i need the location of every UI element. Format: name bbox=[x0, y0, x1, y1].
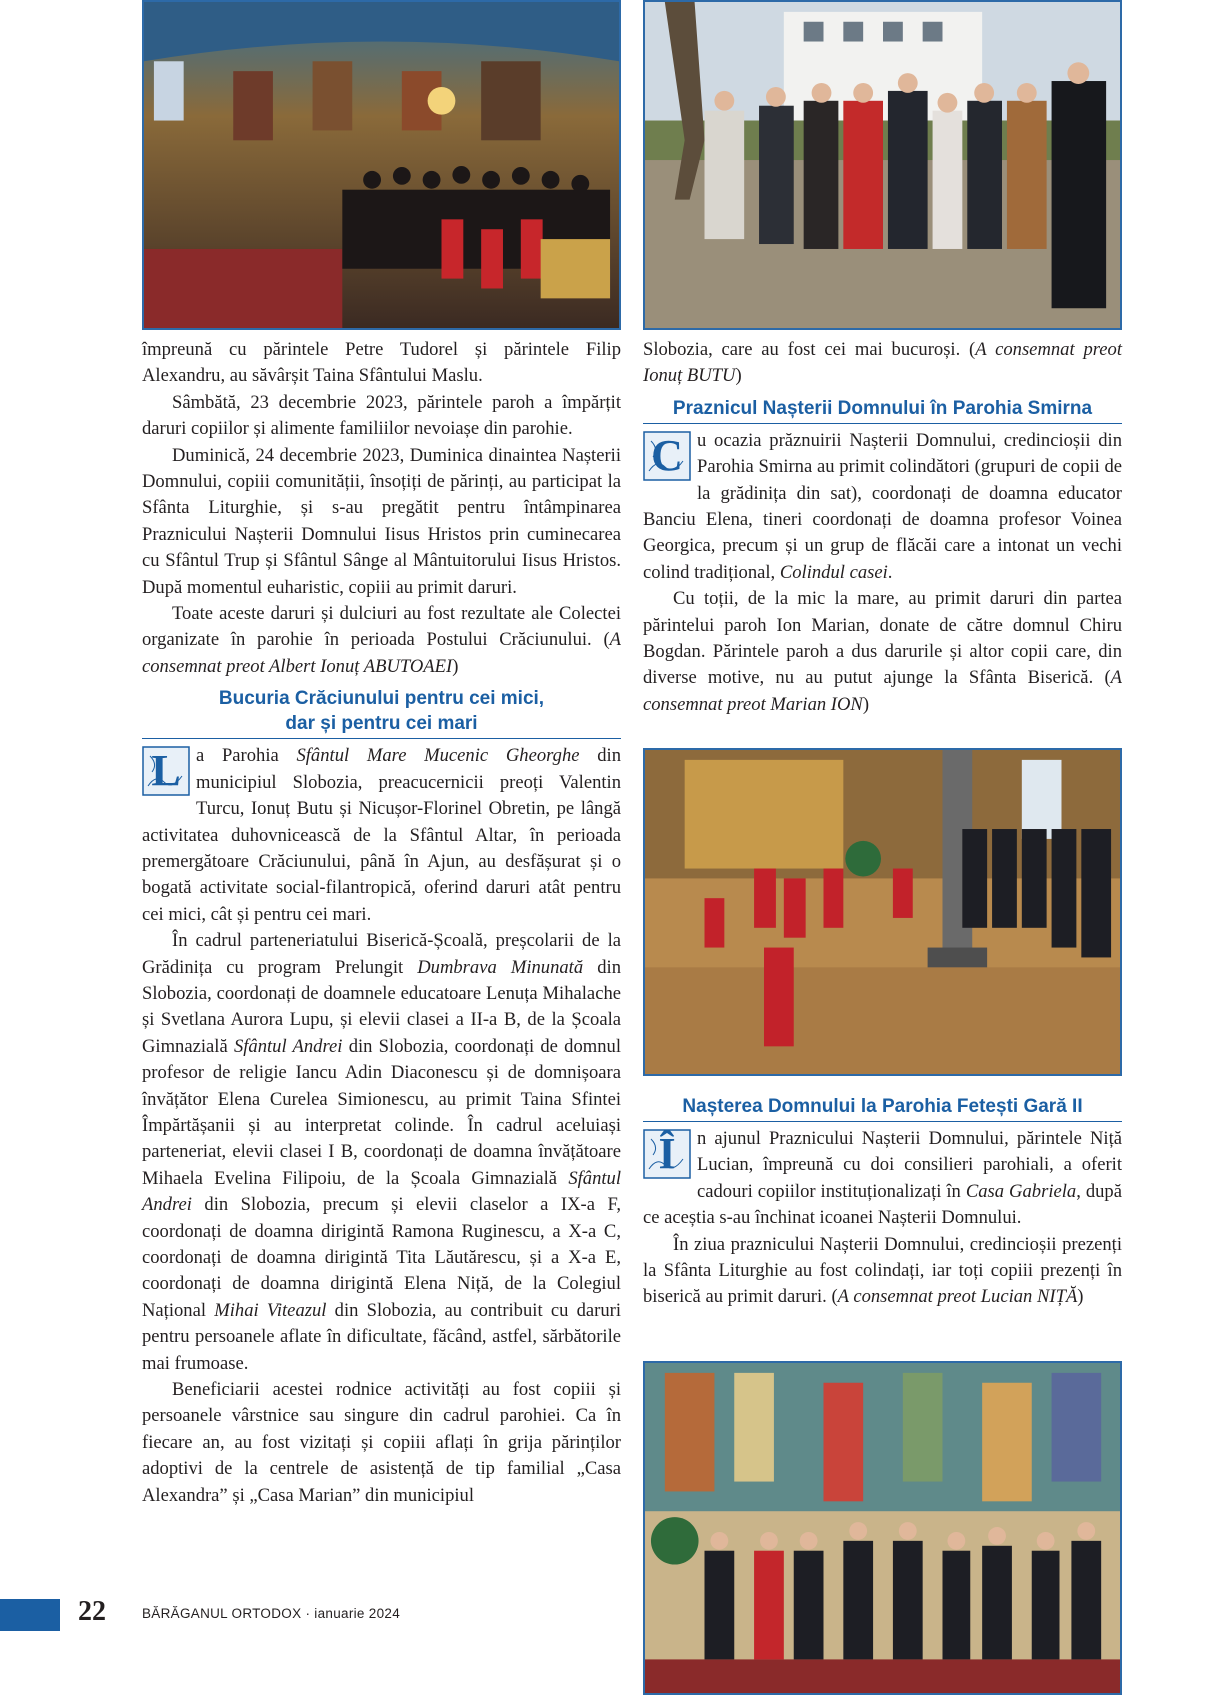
right-column-bottom bbox=[643, 1088, 1122, 1311]
paragraph: C u ocazia prăznuirii Nașterii Domnului, credincioșii din Parohia Smirna au primit colindători (grupuri de copii de la grădinița din sat), coordonați de doamna educator Banciu Elena, tineri coordonați de doamna profesor Voinea Georgica, precum și un grup de flăcăi care a intonat un vechi colind tradițional, Colindul casei. bbox=[643, 429, 1122, 583]
photo-children-caroling bbox=[643, 748, 1122, 1076]
paragraph: împreună cu părintele Petre Tudorel și părintele Filip Alexandru, au săvârșit Taina Sfântului Maslu. bbox=[142, 339, 621, 387]
page-number: 22 bbox=[78, 1596, 106, 1627]
author-signature: A consemnat preot Lucian NIȚĂ bbox=[837, 1286, 1078, 1308]
author-signature: A consemnat preot Marian ION bbox=[643, 667, 1122, 715]
paragraph: Î n ajunul Praznicului Nașterii Domnului, părintele Niță Lucian, împreună cu doi consilieri parohiali, a oferit cadouri copiilor instituționalizați în Casa Gabriela, după ce aceștia s-au închinat icoanei Nașterii Domnului. bbox=[643, 1128, 1122, 1229]
paragraph: Slobozia, care au fost cei mai bucuroși. (A consemnat preot Ionuț BUTU) bbox=[643, 339, 1123, 387]
photo-group-outdoor bbox=[643, 0, 1122, 330]
paragraph: În ziua praznicului Nașterii Domnului, credincioșii prezenți la Sfânta Liturghie au fost colindați, iar toți copiii prezenți în biserică au primit daruri. (A consemnat preot Lucian NIȚĂ) bbox=[643, 1233, 1122, 1308]
ornamental-initial: L bbox=[142, 746, 190, 796]
photo-group-church-fetesti bbox=[643, 1361, 1122, 1695]
footer-publication: BĂRĂGANUL ORTODOX · ianuarie 2024 bbox=[142, 1606, 401, 1621]
photo-church-children bbox=[142, 0, 621, 330]
paragraph: Duminică, 24 decembrie 2023, Duminica dinaintea Nașterii Domnului, copiii comunității, însoțiți de părinți, au participat la Sfânta Liturghie, și s-au pregătit pentru întâmpinarea Praznicului Nașterii Domnului Iisus Hristos prin cuminecarea cu Sfântul Trup și Sfântul Sânge al Mântuitorului Iisus Hristos. După momentul euharistic, copiii au primit daruri. bbox=[142, 444, 621, 598]
ornamental-initial: Î bbox=[643, 1129, 691, 1179]
ornamental-initial: C bbox=[643, 431, 691, 481]
section-heading: Bucuria Crăciunului pentru cei mici, dar și pentru cei mari bbox=[142, 686, 621, 739]
paragraph: Cu toții, de la mic la mare, au primit daruri din partea părintelui paroh Ion Marian, donate de către domnul Chiru Bogdan. Părintele paroh a dus darurile și altor copii care, din diverse motive, nu au putut ajunge la Sfânta Biserică. (A consemnat preot Marian ION) bbox=[643, 588, 1122, 715]
paragraph: Toate aceste daruri și dulciuri au fost rezultate ale Colectei organizate în parohie în perioada Postului Crăciunului. (A consemnat preot Albert Ionuț ABUTOAEI) bbox=[142, 603, 621, 677]
author-signature: A consemnat preot Ionuț BUTU bbox=[643, 339, 1123, 387]
left-column bbox=[142, 337, 621, 1509]
paragraph: Sâmbătă, 23 decembrie 2023, părintele paroh a împărțit daruri copiilor și alimente familiilor nevoiașe din parohie. bbox=[142, 391, 621, 440]
author-signature: A consemnat preot Albert Ionuț ABUTOAEI bbox=[142, 629, 621, 677]
right-column-top bbox=[643, 337, 1122, 718]
paragraph: L a Parohia Sfântul Mare Mucenic Gheorghe din municipiul Slobozia, preacucernicii preoți Valentin Turcu, Ionuț Butu și Nicușor-Florinel Obretin, pe lângă activitatea duhovnicească de la Sfântul Altar, în perioada premergătoare Crăciunului, până în Ajun, au desfășurat și o bogată activitate social-filantropică, oferind daruri atât pentru cei mici, cât și pentru cei mari. bbox=[142, 745, 621, 925]
footer-accent-bar bbox=[0, 1599, 60, 1631]
paragraph: În cadrul parteneriatului Biserică-Școală, preșcolarii de la Grădinița cu program Prelungit Dumbrava Minunată din Slobozia, coordonați de doamnele educatoare Lenuța Mihalache și Svetlana Aurora Lupu, și elevii clasei a II-a B, de la Școala Gimnazială Sfântul Andrei din Slobozia, coordonați de domnul profesor de religie Iancu Adin Diaconescu și de domnișoara învățător Elena Curelea Simionescu, au primit Taina Sfintei Împărtășanii și au interpretat colinde. În cadrul aceluiași parteneriat, elevii clasei I B, coordonați de doamna învățătoare Mihaela Evelina Filipoiu, de la Școala Gimnazială Sfântul Andrei din Slobozia, precum și elevii claselor a IX-a F, coordonați de doamna dirigintă Ramona Ruginescu, a X-a C, coordonați de doamna dirigintă Tita Lăutărescu, și a X-a E, coordonați de doamna dirigintă Elena Niță, de la Colegiul Național Mihai Viteazul din Slobozia, au contribuit cu daruri pentru persoanele aflate în dificultate, făcând, astfel, sărbătorile mai frumoase. bbox=[142, 930, 621, 1374]
section-heading: Praznicul Nașterii Domnului în Parohia Smirna bbox=[643, 396, 1122, 424]
paragraph: Beneficiarii acestei rodnice activități au fost copiii și persoanele vârstnice sau singure din cadrul parohiei. Ca în fiecare an, au fost vizitați și copiii aflați în grija părinților adoptivi de la centrele de asistență de tip familial „Casa Alexandra” și „Casa Marian” din municipiul bbox=[142, 1379, 621, 1506]
section-heading: Nașterea Domnului la Parohia Fetești Gară II bbox=[643, 1094, 1122, 1122]
